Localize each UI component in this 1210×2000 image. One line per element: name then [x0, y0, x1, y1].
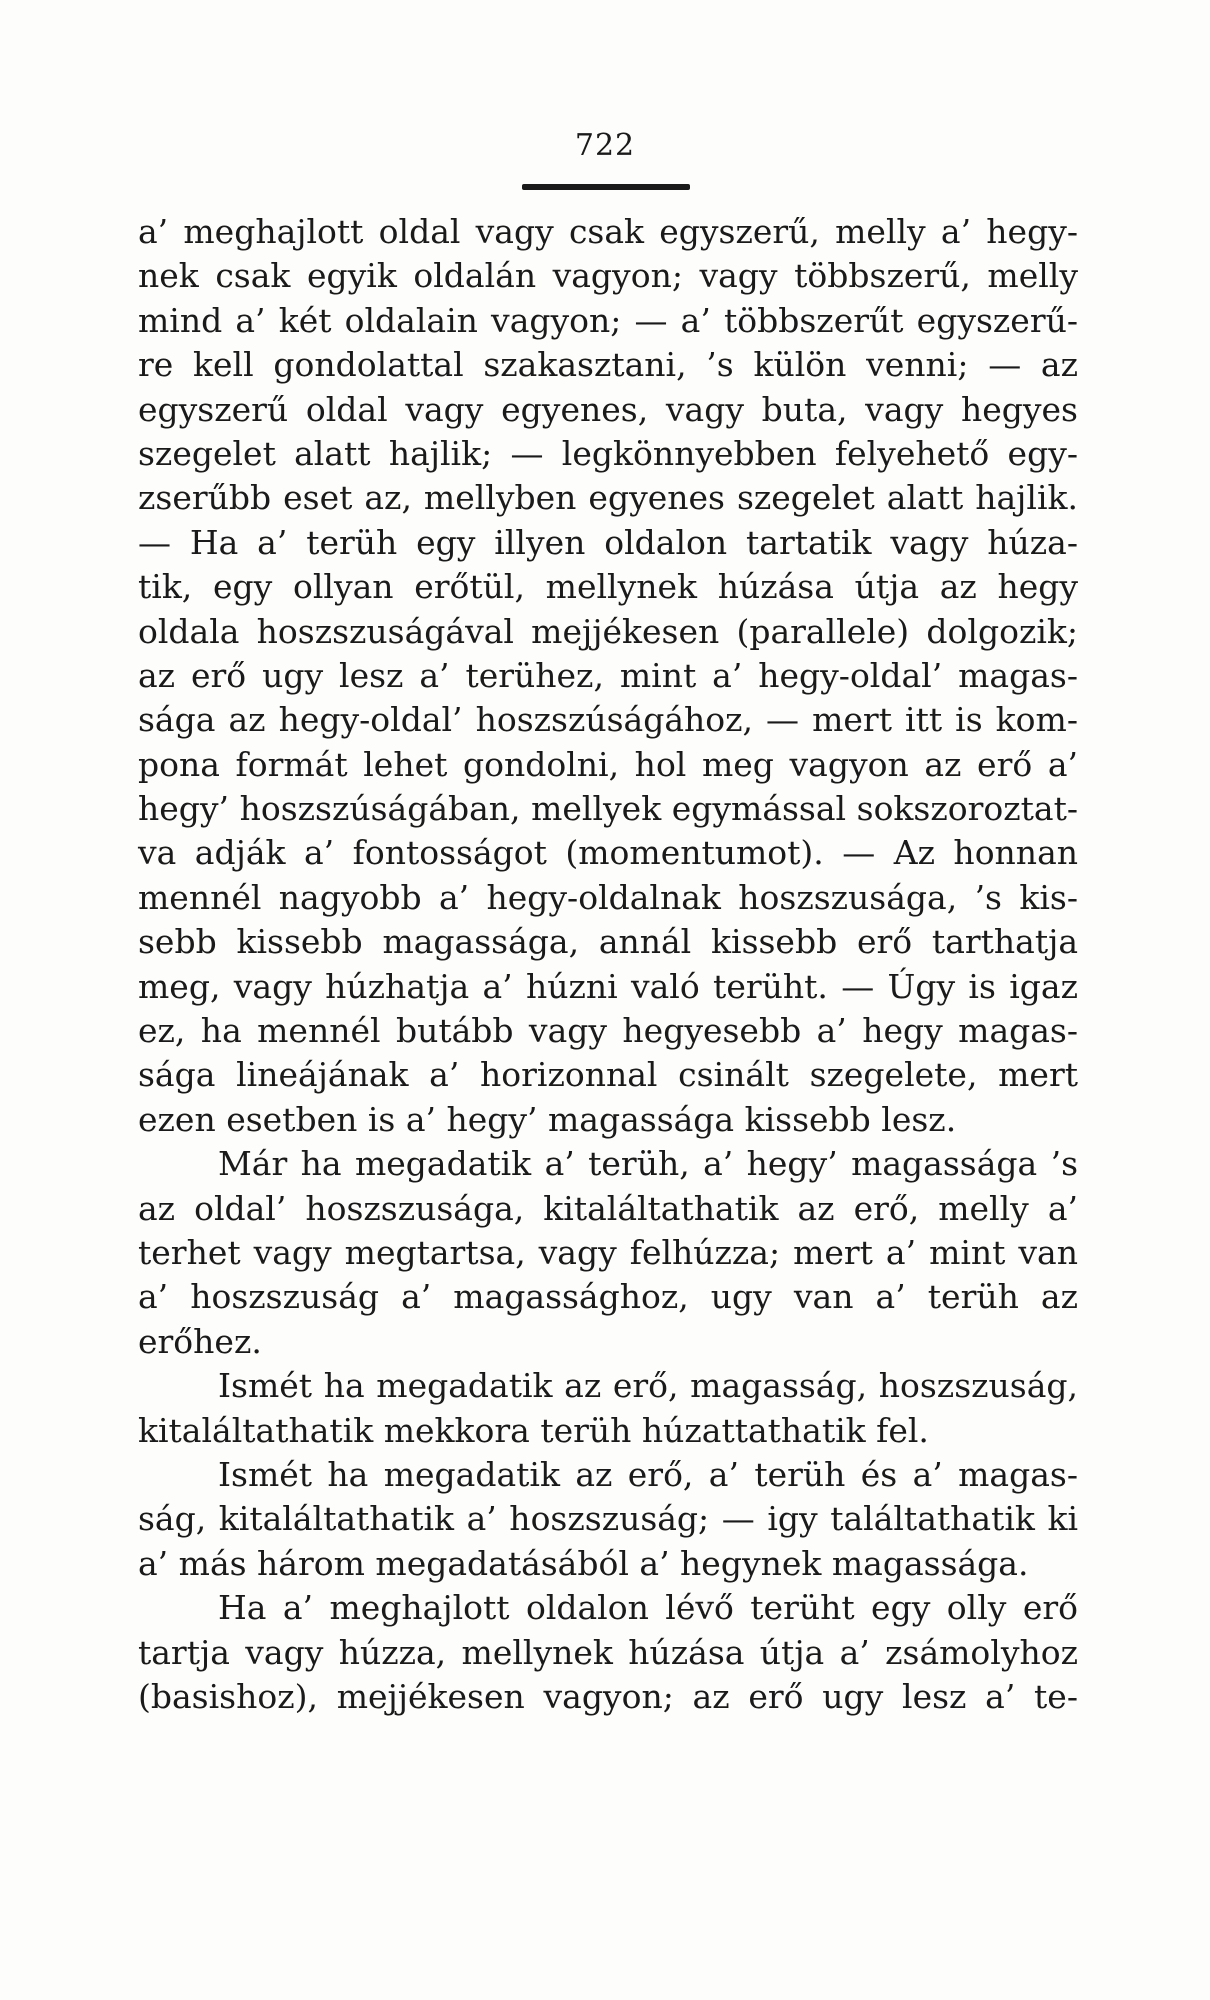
text-line: egyszerű oldal vagy egyenes, vagy buta, vagy hegyes — [138, 389, 1078, 429]
text-line: (basishoz), mejjékesen vagyon; az erő ugy lesz a’ te- — [138, 1676, 1078, 1716]
text-line: ság, kitaláltathatik a’ hoszszuság; — igy találtathatik ki — [138, 1499, 1078, 1539]
text-line: va adják a’ fontosságot (momentumot). — Az honnan — [138, 833, 1078, 873]
text-line: Ismét ha megadatik az erő, magasság, hoszszuság, — [218, 1366, 1078, 1406]
text-line: nek csak egyik oldalán vagyon; vagy többszerű, melly — [138, 256, 1078, 296]
text-line: zserűbb eset az, mellyben egyenes szegelet alatt hajlik. — [138, 478, 1078, 518]
header-rule — [522, 184, 690, 190]
text-line: re kell gondolattal szakasztani, ’s külön venni; — az — [138, 345, 1078, 385]
text-line: ez, ha mennél butább vagy hegyesebb a’ hegy magas- — [138, 1011, 1078, 1051]
text-line: sebb kissebb magassága, annál kissebb erő tarthatja — [138, 922, 1078, 962]
text-line: erőhez. — [138, 1321, 262, 1361]
text-line: hegy’ hoszszúságában, mellyek egymással sokszoroztat- — [138, 789, 1078, 829]
text-line: oldala hoszszuságával mejjékesen (parallele) dolgozik; — [138, 611, 1078, 651]
text-line: a’ hoszszuság a’ magassághoz, ugy van a’ terüh az — [138, 1277, 1078, 1317]
text-line: kitaláltathatik mekkora terüh húzattathatik fel. — [138, 1410, 929, 1450]
text-line: a’ meghajlott oldal vagy csak egyszerű, melly a’ hegy- — [138, 212, 1078, 251]
text-line: tik, egy ollyan erőtül, mellynek húzása útja az hegy — [138, 567, 1078, 607]
text-line: tartja vagy húzza, mellynek húzása útja a’ zsámolyhoz — [138, 1632, 1078, 1672]
text-line: ezen esetben is a’ hegy’ magassága kissebb lesz. — [138, 1099, 957, 1139]
text-line: terhet vagy megtartsa, vagy felhúzza; mert a’ mint van — [138, 1232, 1078, 1272]
text-line: mennél nagyobb a’ hegy-oldalnak hoszszusága, ’s kis- — [138, 877, 1078, 917]
text-line: sága lineájának a’ horizonnal csinált szegelete, mert — [138, 1055, 1078, 1095]
text-line: az erő ugy lesz a’ terühez, mint a’ hegy-oldal’ magas- — [138, 655, 1078, 695]
text-line: a’ más három megadatásából a’ hegynek magassága. — [138, 1543, 1029, 1583]
text-line: Már ha megadatik a’ terüh, a’ hegy’ magassága ’s — [218, 1144, 1078, 1184]
text-line: — Ha a’ terüh egy illyen oldalon tartatik vagy húza- — [138, 522, 1078, 562]
text-line: szegelet alatt hajlik; — legkönnyebben felyehető egy- — [138, 433, 1078, 473]
text-line: sága az hegy-oldal’ hoszszúságához, — mert itt is kom- — [138, 700, 1078, 740]
text-line: pona formát lehet gondolni, hol meg vagyon az erő a’ — [138, 744, 1078, 784]
text-line: Ismét ha megadatik az erő, a’ terüh és a’ magas- — [218, 1454, 1078, 1494]
text-line: mind a’ két oldalain vagyon; — a’ többszerűt egyszerű- — [138, 300, 1078, 340]
page-number: 722 — [574, 128, 636, 163]
text-line: meg, vagy húzhatja a’ húzni való terüht. — Úgy is igaz — [138, 966, 1078, 1006]
text-line: Ha a’ meghajlott oldalon lévő terüht egy olly erő — [218, 1588, 1078, 1628]
body-text — [138, 210, 1078, 1719]
text-line: az oldal’ hoszszusága, kitaláltathatik az erő, melly a’ — [138, 1188, 1078, 1228]
